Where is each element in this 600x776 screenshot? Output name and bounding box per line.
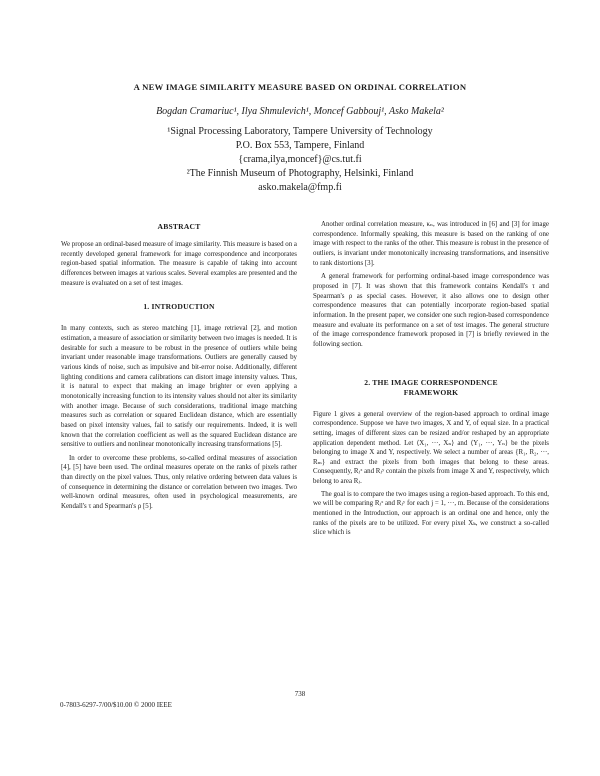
- abstract-heading: ABSTRACT: [157, 222, 201, 231]
- affiliation-1-email: {crama,ilya,moncef}@cs.tut.fi: [238, 154, 362, 165]
- left-column: [61, 220, 297, 512]
- affiliation-2-email: asko.makela@fmp.fi: [258, 182, 342, 193]
- copyright-line: 0-7803-6297-7/00/$10.00 © 2000 IEEE: [60, 701, 172, 709]
- right-paragraph-1: Another ordinal correlation measure, κₙ, was introduced in [6] and [3] for image correspondence. Informally speaking, this measure is based on the ranking of one image with respect to the ranks of the other. This measure is robust in the presence of outliers, is invariant under monotonically increasing transformations, and insensitive to rank distortions [3].: [313, 221, 549, 267]
- affiliation-1-line-1: ¹Signal Processing Laboratory, Tampere University of Technology: [167, 126, 433, 137]
- affiliation-1-line-2: P.O. Box 553, Tampere, Finland: [235, 140, 365, 151]
- right-paragraph-3: Figure 1 gives a general overview of the region-based approach to ordinal image correspondence. Suppose we have two images, X and Y, of equal size. In a practical setting, images of different sizes can be resized and/or reshaped by an appropriate application dependent method. Let ⟨X₁, ···, Xₙ⟩ and ⟨Y₁, ···, Yₙ⟩ be the pixels belonging to image X and Y, respectively. We select a number of areas {R₁, R₂, ···, Rₘ} and extract the pixels from both images that belong to these areas. Consequently, Rⱼˣ and Rⱼʸ contain the pixels from image X and Y, respectively, which belong to area Rⱼ.: [313, 410, 549, 486]
- section-2-heading-line-1: 2. THE IMAGE CORRESPONDENCE: [364, 377, 498, 387]
- paper-title: A NEW IMAGE SIMILARITY MEASURE BASED ON ORDINAL CORRELATION: [133, 82, 467, 92]
- section-2-heading-line-2: FRAMEWORK: [403, 387, 459, 397]
- right-paragraph-4: The goal is to compare the two images using a region-based approach. To this end, we will be comparing Rⱼˣ and Rⱼʸ for each j = 1, ···, m. Because of the considerations mentioned in the Introduction, our approach is an ordinal one and hence, only the ranks of the pixels are to be utilized. For every pixel Xₖ, we construct a so-called slice which is: [313, 490, 549, 537]
- introduction-heading: 1. INTRODUCTION: [143, 302, 215, 312]
- page-number: 738: [294, 690, 306, 698]
- affiliation-2-line-1: ²The Finnish Museum of Photography, Helsinki, Finland: [186, 168, 414, 179]
- right-column: [313, 220, 549, 538]
- introduction-paragraph-2: In order to overcome these problems, so-called ordinal measures of association [4], [5] have been used. The ordinal measures operate on the ranks of pixels rather than directly on the pixel values. Thus, only relative ordering between data values is of consequence in determining the distance or correlation between two images. Two well-known ordinal measures, often used in psychological measurements, are Kendall's τ and Spearman's ρ [5].: [61, 454, 297, 511]
- introduction-paragraph-1: In many contexts, such as stereo matching [1], image retrieval [2], and motion estimation, a measure of association or similarity between two images is needed. It is desirable for such a measure to be robust in the presence of outliers while being invariant under reasonable image transformations. Outliers are generally caused by various kinds of noise, such as impulsive and bit-error noise. Additionally, different lighting conditions and camera calibrations can distort image intensity values. Thus, it is natural to expect that making an image brighter or even applying a monotonically increasing function to its intensity values should not alter its similarity with another image. Because of such considerations, traditional image matching measures such as correlation or squared Euclidean distance, which are essentially based on pixel intensity values, fail to satisfy our requirements. Indeed, it is well known that the correlation coefficient as well as the squared Euclidean distance are sensitive to outliers and nonlinear monotonically increasing transformations [5].: [61, 325, 297, 449]
- abstract-text: We propose an ordinal-based measure of image similarity. This measure is based on a recently developed general framework for image correspondence and incorporates region-based spatial information. The measure is capable of taking into account differences between images at various scales. Several examples are presented and the measure is evaluated on a set of test images.: [61, 241, 297, 287]
- author-list: Bogdan Cramariuc¹, Ilya Shmulevich¹, Moncef Gabbouj¹, Asko Makela²: [156, 106, 444, 117]
- right-paragraph-2: A general framework for performing ordinal-based image correspondence was proposed in [7]. It was shown that this framework contains Kendall's τ and Spearman's ρ as special cases. However, it also allows one to design other correspondence measures that can potentially incorporate region-based spatial information. In the present paper, we consider one such region-based correspondence measure and evaluate its performance on a set of test images. The general structure of the image correspondence framework proposed in [7] is briefly reviewed in the following section.: [313, 273, 549, 348]
